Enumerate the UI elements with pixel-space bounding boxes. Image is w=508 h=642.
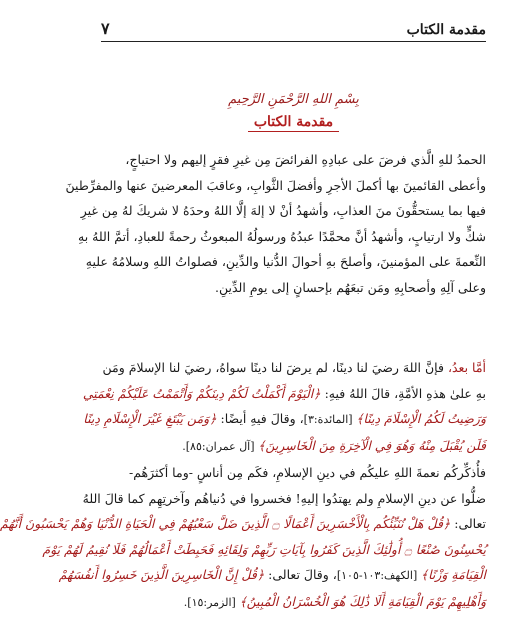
chapter-title-text: مقدمة الكتاب	[248, 114, 339, 132]
text-line	[83, 406, 486, 433]
text-span: تعالى:	[450, 516, 486, 531]
paragraph-1	[65, 147, 486, 300]
text-span: ، وقالَ فيهِ أيضًا:	[216, 411, 304, 426]
quran-verse: فَلَن يُقْبَلَ مِنْهُ وَهُوَ فِي الْآخِرَةِ مِنَ الْخَاسِرِينَ﴾	[258, 437, 486, 453]
quran-verse: ﴿وَمَن يَبْتَغِ غَيْرَ الْإِسْلَامِ دِينًا	[83, 411, 217, 426]
text-line: ضلُّوا عن دينِ الإسلامِ ولم يهتدُوا إليهِ! فخسروا في دُنياهُم وآخرتِهِم كما قالَ اللهُ	[82, 490, 486, 506]
verse-citation: [المائدة:٣]	[303, 413, 357, 426]
quran-verse: الْقِيَامَةِ وَزْنًا﴾	[420, 567, 486, 582]
quran-verse: ﴿قُلْ هَلْ نُنَبِّئُكُم بِالْأَخْسَرِينَ أَعْمَالًا ۝ الَّذِينَ ضَلَّ سَعْيُهُمْ فِي الْحَيَاةِ الدُّنْيَا وَهُمْ يَحْسَبُونَ أَنَّهُمْ	[0, 516, 451, 531]
text-line: النِّعمةَ على المؤمنينَ، وأصلحَ بهِ أحوالَ الدُّنيا والدِّينِ، فصلواتُ اللهِ وسلامُهُ عليهِ	[85, 254, 486, 269]
text-span: ، وقالَ تعالى:	[264, 567, 337, 582]
verse-citation: [الكهف:١٠٣-١٠٥]	[336, 569, 421, 582]
quran-verse: وَأَهْلِيهِمْ يَوْمَ الْقِيَامَةِ أَلَا ذَٰلِكَ هُوَ الْخُسْرَانُ الْمُبِينُ﴾	[239, 593, 486, 609]
paragraph-2	[82, 355, 486, 459]
text-span: بهِ علىٰ هذهِ الأمَّةِ، قالَ اللهُ فيهِ:	[320, 385, 486, 401]
lead-phrase: أمَّا بعدُ،	[447, 360, 486, 375]
quran-verse: يُحْسِنُونَ صُنْعًا ۝ أُولَٰئِكَ الَّذِينَ كَفَرُوا بِآيَاتِ رَبِّهِمْ وَلِقَائِهِ فَحَبِطَتْ أَعْمَالُهُمْ فَلَا نُقِيمُ لَهُمْ يَوْمَ	[42, 541, 486, 557]
verse-citation: [آل عمران:٨٥].	[182, 439, 259, 453]
text-line	[101, 433, 486, 460]
text-line: فيها بما يستحقُّونَ منَ العذابِ، وأشهدُ أنْ لا إلهَ إلَّا اللهُ وحدَهُ لا شريكَ لهُ مِن غيرِ	[80, 203, 486, 218]
text-line	[101, 355, 486, 381]
quran-verse: ﴿قُلْ إِنَّ الْخَاسِرِينَ الَّذِينَ خَسِرُوا أَنفُسَهُمْ	[58, 567, 265, 582]
page-number: ٧	[101, 19, 110, 38]
text-line	[58, 562, 486, 589]
text-line	[82, 381, 486, 407]
running-title: مقدمة الكتاب	[406, 22, 486, 38]
text-line	[42, 537, 486, 563]
text-line	[101, 589, 486, 616]
page-header	[101, 10, 486, 42]
text-line: شكٍّ ولا ارتيابٍ، وأشهدُ أنَّ محمَّدًا عبدُهُ ورسولُهُ المبعوثُ رحمةً للعبادِ، أتمَّ اللهُ بهِ	[78, 228, 486, 244]
text-line: وأعطى القائمينَ بها أكملَ الأجرِ وأفضلَ الثَّوابِ، وعاقبَ المعرضينَ عنها والمفرِّطينَ	[65, 177, 486, 193]
chapter-title	[79, 114, 508, 130]
quran-verse: وَرَضِيتُ لَكُمُ الْإِسْلَامَ دِينًا﴾	[356, 411, 486, 426]
text-line: وعلى آلِهِ وأصحابِهِ ومَن تبعَهُم بإحسانٍ إلى يومِ الدِّينِ.	[215, 279, 486, 295]
paragraph-3	[0, 460, 486, 615]
text-line: فأُذكِّركُم نعمةَ اللهِ عليكُم في دينِ الإسلامِ، فكَم مِن أناسٍ -وما أكثرَهُم-	[128, 465, 486, 480]
quran-verse: ﴿الْيَوْمَ أَكْمَلْتُ لَكُمْ دِينَكُمْ وَأَتْمَمْتُ عَلَيْكُمْ نِعْمَتِي	[82, 385, 321, 401]
text-span: فإنَّ اللهَ رضيَ لنا دينًا، لم يرضَ لنا دينًا سواهُ، رضيَ لنا الإسلامَ ومَن	[102, 360, 448, 375]
verse-citation: [الزمر:١٥].	[183, 595, 240, 609]
basmala: بِسْمِ اللهِ الرَّحْمَنِ الرَّحِيمِ	[228, 92, 359, 107]
text-line: الحمدُ للهِ الَّذي فرضَ على عبادِهِ الفرائضَ مِن غيرِ فقرٍ إليهم ولا احتياجٍ،	[125, 152, 486, 167]
text-line	[0, 511, 486, 537]
